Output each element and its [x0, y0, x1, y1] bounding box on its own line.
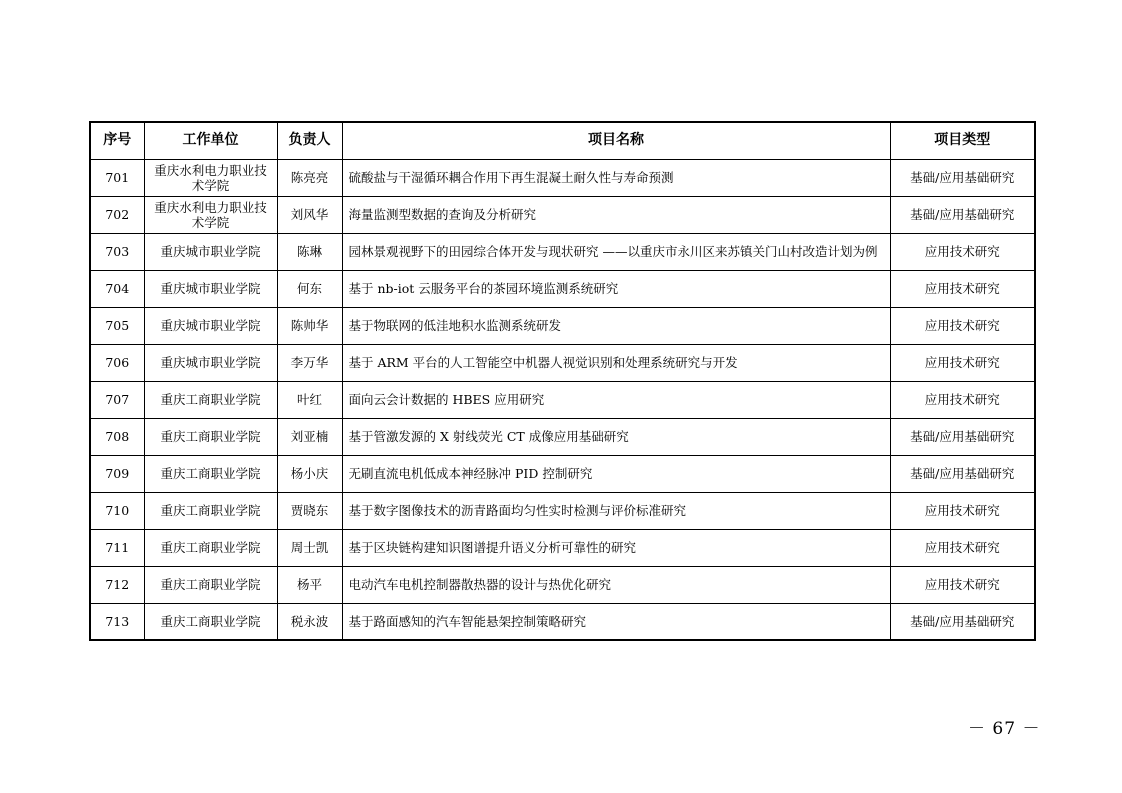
cell-project-type: 应用技术研究 [890, 344, 1035, 381]
cell-leader: 杨平 [277, 566, 342, 603]
cell-unit: 重庆工商职业学院 [144, 381, 277, 418]
cell-leader: 贾晓东 [277, 492, 342, 529]
cell-project-type: 应用技术研究 [890, 270, 1035, 307]
cell-project-name: 基于数字图像技术的沥青路面均匀性实时检测与评价标准研究 [342, 492, 890, 529]
cell-project-name: 基于 nb-iot 云服务平台的茶园环境监测系统研究 [342, 270, 890, 307]
cell-project-name: 硫酸盐与干湿循环耦合作用下再生混凝土耐久性与寿命预测 [342, 159, 890, 196]
cell-unit: 重庆城市职业学院 [144, 233, 277, 270]
cell-index: 704 [90, 270, 144, 307]
cell-leader: 周士凯 [277, 529, 342, 566]
cell-project-name: 园林景观视野下的田园综合体开发与现状研究 ——以重庆市永川区来苏镇关门山村改造计划为例 [342, 233, 890, 270]
cell-index: 709 [90, 455, 144, 492]
table-row [90, 196, 1035, 233]
cell-index: 702 [90, 196, 144, 233]
table-body [90, 159, 1035, 640]
cell-leader: 陈亮亮 [277, 159, 342, 196]
cell-index: 703 [90, 233, 144, 270]
page-number: － 67 － [968, 719, 1041, 739]
cell-project-name: 基于管激发源的 X 射线荧光 CT 成像应用基础研究 [342, 418, 890, 455]
header-unit: 工作单位 [144, 122, 277, 159]
cell-leader: 刘亚楠 [277, 418, 342, 455]
table-row [90, 270, 1035, 307]
cell-project-name: 海量监测型数据的查询及分析研究 [342, 196, 890, 233]
cell-index: 713 [90, 603, 144, 640]
cell-unit: 重庆城市职业学院 [144, 307, 277, 344]
cell-project-name: 基于路面感知的汽车智能悬架控制策略研究 [342, 603, 890, 640]
table-header-row [90, 122, 1035, 159]
cell-project-type: 应用技术研究 [890, 492, 1035, 529]
table-row [90, 529, 1035, 566]
cell-project-name: 电动汽车电机控制器散热器的设计与热优化研究 [342, 566, 890, 603]
cell-index: 707 [90, 381, 144, 418]
cell-project-type: 应用技术研究 [890, 381, 1035, 418]
table-row [90, 418, 1035, 455]
cell-unit: 重庆工商职业学院 [144, 603, 277, 640]
table-row [90, 492, 1035, 529]
cell-index: 712 [90, 566, 144, 603]
cell-leader: 税永波 [277, 603, 342, 640]
cell-project-type: 应用技术研究 [890, 307, 1035, 344]
cell-unit: 重庆城市职业学院 [144, 270, 277, 307]
cell-project-name: 基于区块链构建知识图谱提升语义分析可靠性的研究 [342, 529, 890, 566]
cell-unit: 重庆工商职业学院 [144, 492, 277, 529]
cell-project-type: 应用技术研究 [890, 529, 1035, 566]
cell-index: 705 [90, 307, 144, 344]
table-row [90, 603, 1035, 640]
cell-index: 706 [90, 344, 144, 381]
cell-unit: 重庆工商职业学院 [144, 529, 277, 566]
cell-project-type: 基础/应用基础研究 [890, 418, 1035, 455]
cell-leader: 陈帅华 [277, 307, 342, 344]
project-table [89, 121, 1036, 641]
cell-project-type: 基础/应用基础研究 [890, 196, 1035, 233]
cell-leader: 叶红 [277, 381, 342, 418]
cell-leader: 刘风华 [277, 196, 342, 233]
cell-unit: 重庆工商职业学院 [144, 455, 277, 492]
cell-leader: 李万华 [277, 344, 342, 381]
cell-unit: 重庆水利电力职业技术学院 [144, 159, 277, 196]
table-row [90, 344, 1035, 381]
table-row [90, 233, 1035, 270]
cell-leader: 陈琳 [277, 233, 342, 270]
cell-leader: 何东 [277, 270, 342, 307]
cell-index: 711 [90, 529, 144, 566]
cell-index: 710 [90, 492, 144, 529]
cell-project-type: 基础/应用基础研究 [890, 159, 1035, 196]
table-row [90, 455, 1035, 492]
cell-index: 708 [90, 418, 144, 455]
cell-unit: 重庆城市职业学院 [144, 344, 277, 381]
cell-unit: 重庆工商职业学院 [144, 566, 277, 603]
table-row [90, 159, 1035, 196]
cell-project-name: 基于物联网的低洼地积水监测系统研发 [342, 307, 890, 344]
header-leader: 负责人 [277, 122, 342, 159]
header-project-type: 项目类型 [890, 122, 1035, 159]
cell-leader: 杨小庆 [277, 455, 342, 492]
cell-unit: 重庆水利电力职业技术学院 [144, 196, 277, 233]
header-index: 序号 [90, 122, 144, 159]
cell-project-type: 应用技术研究 [890, 233, 1035, 270]
table-row [90, 566, 1035, 603]
table-row [90, 307, 1035, 344]
cell-unit: 重庆工商职业学院 [144, 418, 277, 455]
cell-project-name: 面向云会计数据的 HBES 应用研究 [342, 381, 890, 418]
header-project-name: 项目名称 [342, 122, 890, 159]
cell-project-name: 基于 ARM 平台的人工智能空中机器人视觉识别和处理系统研究与开发 [342, 344, 890, 381]
cell-project-type: 基础/应用基础研究 [890, 455, 1035, 492]
cell-index: 701 [90, 159, 144, 196]
cell-project-name: 无刷直流电机低成本神经脉冲 PID 控制研究 [342, 455, 890, 492]
table-row [90, 381, 1035, 418]
cell-project-type: 应用技术研究 [890, 566, 1035, 603]
cell-project-type: 基础/应用基础研究 [890, 603, 1035, 640]
